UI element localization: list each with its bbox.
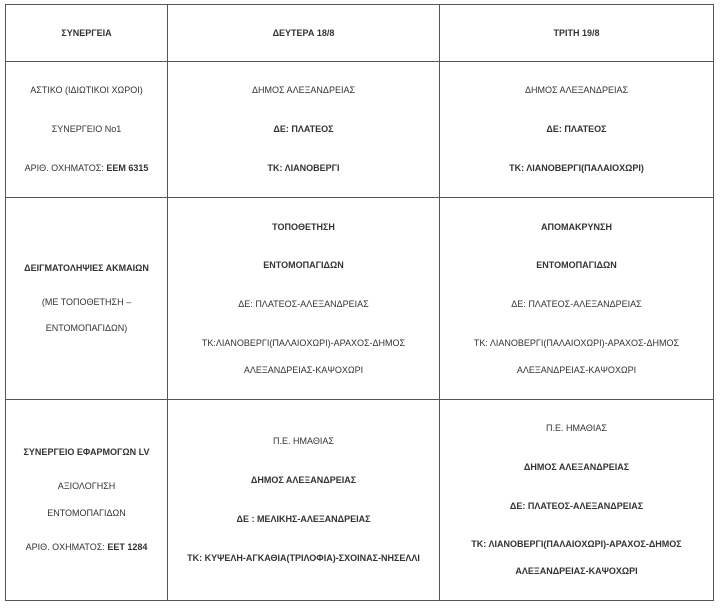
schedule-line: ΔΕ: ΠΛΑΤΕΟΣ-ΑΛΕΞΑΝΔΡΕΙΑΣ <box>238 299 369 310</box>
monday-cell <box>168 400 440 601</box>
schedule-line: ΤΚ: ΛΙΑΝΟΒΕΡΓΙ(ΠΑΛΑΙΟΧΩΡΙ) <box>509 162 644 173</box>
schedule-line: ΔΕ: ΠΛΑΤΕΟΣ <box>273 124 334 135</box>
table-row <box>6 400 714 601</box>
vehicle-line <box>12 163 161 174</box>
vehicle-line <box>12 542 161 553</box>
tuesday-cell <box>440 62 714 198</box>
team-line: ΑΞΙΟΛΟΓΗΣΗ <box>57 481 116 492</box>
table-row <box>6 62 714 198</box>
schedule-line: ΔΗΜΟΣ ΑΛΕΞΑΝΔΡΕΙΑΣ <box>524 85 629 96</box>
schedule-line: ΑΛΕΞΑΝΔΡΕΙΑΣ-ΚΑΨΟΧΩΡΙ <box>515 566 638 577</box>
schedule-line: ΤΟΠΟΘΕΤΗΣΗ <box>272 221 335 232</box>
schedule-line: ΑΛΕΞΑΝΔΡΕΙΑΣ-ΚΑΨΟΧΩΡΙ <box>243 364 364 375</box>
team-line: ΣΥΝΕΡΓΕΙΟ ΕΦΑΡΜΟΓΩΝ LV <box>23 447 150 458</box>
schedule-line: ΕΝΤΟΜΟΠΑΓΙΔΩΝ <box>536 260 617 271</box>
schedule-line: ΑΛΕΞΑΝΔΡΕΙΑΣ-ΚΑΨΟΧΩΡΙ <box>516 364 637 375</box>
vehicle-plate: ΕΕΜ 6315 <box>106 162 149 173</box>
schedule-line: ΔΗΜΟΣ ΑΛΕΞΑΝΔΡΕΙΑΣ <box>250 475 357 486</box>
header-tuesday: ΤΡΙΤΗ 19/8 <box>440 5 714 62</box>
schedule-line: ΔΕ: ΠΛΑΤΕΟΣ <box>546 124 607 135</box>
schedule-line: ΔΕ : ΜΕΛΙΚΗΣ-ΑΛΕΞΑΝΔΡΕΙΑΣ <box>236 514 371 524</box>
monday-cell <box>168 62 440 198</box>
tuesday-cell <box>440 198 714 400</box>
schedule-line: ΔΕ: ΠΛΑΤΕΟΣ-ΑΛΕΞΑΝΔΡΕΙΑΣ <box>511 299 642 310</box>
team-cell <box>6 400 168 601</box>
tuesday-cell <box>440 400 714 601</box>
table-header-row <box>6 5 714 62</box>
schedule-line: ΔΗΜΟΣ ΑΛΕΞΑΝΔΡΕΙΑΣ <box>523 461 630 472</box>
schedule-line: ΤΚ: ΛΙΑΝΟΒΕΡΓΙ <box>267 162 340 173</box>
vehicle-label: ΑΡΙΘ. ΟΧΗΜΑΤΟΣ: <box>24 162 104 173</box>
team-line: ΑΣΤΙΚΟ (ΙΔΙΩΤΙΚΟΙ ΧΩΡΟΙ) <box>30 85 143 96</box>
header-monday: ΔΕΥΤΕΡΑ 18/8 <box>168 5 440 62</box>
monday-cell <box>168 198 440 400</box>
team-cell <box>6 62 168 198</box>
team-cell <box>6 198 168 400</box>
team-line: ΕΝΤΟΜΟΠΑΓΙΔΩΝ) <box>45 323 128 334</box>
table-row <box>6 198 714 400</box>
team-line: ΣΥΝΕΡΓΕΙΟ Νο1 <box>51 124 122 135</box>
header-teams: ΣΥΝΕΡΓΕΙΑ <box>6 5 168 62</box>
schedule-line: Π.Ε. ΗΜΑΘΙΑΣ <box>546 423 607 433</box>
schedule-line: ΔΕ: ΠΛΑΤΕΟΣ-ΑΛΕΞΑΝΔΡΕΙΑΣ <box>509 500 644 511</box>
schedule-line: Π.Ε. ΗΜΑΘΙΑΣ <box>273 436 334 447</box>
vehicle-label: ΑΡΙΘ. ΟΧΗΜΑΤΟΣ: <box>25 541 105 552</box>
vehicle-plate: ΕΕΤ 1284 <box>107 541 148 552</box>
team-line: (ΜΕ ΤΟΠΟΘΕΤΗΣΗ – <box>41 296 132 307</box>
schedule-line: ΤΚ: ΛΙΑΝΟΒΕΡΓΙ(ΠΑΛΑΙΟΧΩΡΙ)-ΑΡΑΧΟΣ-ΔΗΜΟΣ <box>473 337 680 348</box>
schedule-line: ΤΚ: ΚΥΨΕΛΗ-ΑΓΚΑΘΙΑ(ΤΡΙΛΟΦΙΑ)-ΣΧΟΙΝΑΣ-ΝΗΣΕΛΛΙ <box>187 552 420 563</box>
schedule-line: ΤΚ: ΛΙΑΝΟΒΕΡΓΙ(ΠΑΛΑΙΟΧΩΡΙ)-ΑΡΑΧΟΣ-ΔΗΜΟΣ <box>471 539 682 550</box>
team-line: ΕΝΤΟΜΟΠΑΓΙΔΩΝ <box>47 508 126 518</box>
schedule-table <box>5 4 714 601</box>
schedule-line: ΔΗΜΟΣ ΑΛΕΞΑΝΔΡΕΙΑΣ <box>251 85 356 96</box>
schedule-line: ΕΝΤΟΜΟΠΑΓΙΔΩΝ <box>263 260 344 271</box>
schedule-line: ΤΚ:ΛΙΑΝΟΒΕΡΓΙ(ΠΑΛΑΙΟΧΩΡΙ)-ΑΡΑΧΟΣ-ΔΗΜΟΣ <box>201 337 406 348</box>
schedule-line: ΑΠΟΜΑΚΡΥΝΣΗ <box>541 221 612 232</box>
team-line: ΔΕΙΓΜΑΤΟΛΗΨΙΕΣ ΑΚΜΑΙΩΝ <box>24 262 149 273</box>
